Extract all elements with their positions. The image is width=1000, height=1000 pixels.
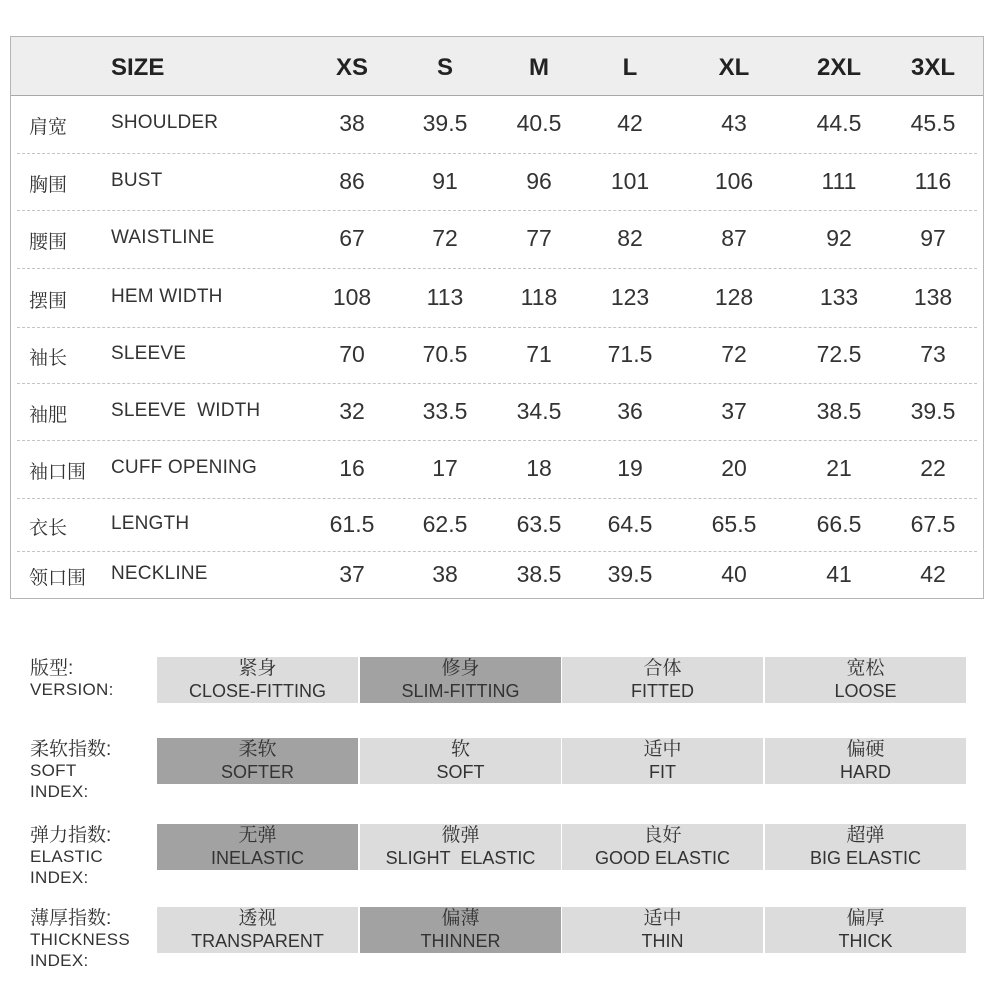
table-cell: 20 [721, 455, 747, 481]
index-label-en: THICKNESS [30, 930, 130, 949]
table-row [11, 328, 983, 384]
table-cell: 16 [339, 455, 365, 481]
table-cell: 70 [339, 341, 365, 367]
table-cell: 39.5 [910, 398, 956, 424]
index-option-transparent [157, 907, 358, 953]
index-option-slight-elastic [360, 824, 561, 870]
table-cell: 113 [426, 284, 464, 310]
row-label-cn: 袖口围 [29, 462, 87, 483]
table-cell: 37 [339, 561, 365, 587]
table-cell: 111 [821, 168, 857, 194]
table-cell: 40.5 [516, 110, 562, 136]
option-label-cn: 合体 [643, 658, 682, 679]
row-label-en: SLEEVE WIDTH [111, 400, 261, 421]
table-cell: 62.5 [422, 511, 468, 537]
size-header-label: SIZE [111, 54, 165, 81]
size-header-xs: XS [335, 54, 368, 81]
table-cell: 87 [721, 225, 747, 251]
option-label-en: LOOSE [834, 681, 897, 701]
table-cell: 44.5 [816, 110, 862, 136]
table-cell: 42 [617, 110, 643, 136]
option-label-cn: 良好 [643, 825, 682, 846]
row-label-cn: 衣长 [29, 518, 68, 539]
index-option-slim-fitting [360, 657, 561, 703]
index-option-thin [562, 907, 763, 953]
row-label-cn: 摆围 [29, 291, 68, 312]
table-cell: 108 [332, 284, 372, 310]
option-label-cn: 紧身 [238, 658, 277, 679]
table-cell: 39.5 [607, 561, 653, 587]
option-label-en: CLOSE-FITTING [188, 681, 326, 701]
option-label-en: THICK [838, 931, 893, 951]
table-row [11, 552, 983, 600]
row-label-en: BUST [111, 170, 163, 191]
row-label-en: NECKLINE [111, 563, 208, 584]
table-cell: 21 [826, 455, 852, 481]
table-cell: 71.5 [607, 341, 653, 367]
index-option-big-elastic [765, 824, 966, 870]
table-cell: 41 [826, 561, 852, 587]
option-label-cn: 软 [450, 739, 470, 760]
table-cell: 64.5 [607, 511, 653, 537]
row-label-en: HEM WIDTH [111, 286, 223, 307]
option-label-en: BIG ELASTIC [809, 848, 922, 868]
table-cell: 77 [526, 225, 552, 251]
option-label-cn: 宽松 [846, 658, 885, 679]
index-option-thick [765, 907, 966, 953]
table-row [11, 269, 983, 328]
option-label-cn: 超弹 [846, 825, 885, 846]
table-cell: 86 [339, 168, 365, 194]
table-cell: 116 [914, 168, 952, 194]
row-label-cn: 腰围 [29, 232, 68, 253]
table-cell: 34.5 [516, 398, 562, 424]
index-label [30, 908, 130, 971]
index-label-cn: 弹力指数: [30, 825, 112, 846]
option-label-cn: 偏硬 [846, 739, 885, 760]
option-label-en: SOFTER [220, 762, 294, 782]
index-option-hard [765, 738, 966, 784]
table-cell: 72 [721, 341, 747, 367]
row-label-cn: 袖肥 [29, 405, 68, 426]
index-label-en: INDEX: [30, 868, 89, 887]
size-header-l: L [622, 54, 638, 81]
index-label [30, 825, 111, 888]
table-cell: 71 [526, 341, 552, 367]
row-label-en: CUFF OPENING [111, 457, 257, 478]
index-label-en: ELASTIC [30, 847, 103, 866]
option-label-en: INELASTIC [210, 848, 305, 868]
size-chart-table [10, 36, 984, 599]
option-label-en: GOOD ELASTIC [594, 848, 731, 868]
size-header-s: S [436, 54, 453, 81]
table-cell: 32 [339, 398, 365, 424]
table-cell: 123 [610, 284, 650, 310]
table-cell: 38.5 [516, 561, 562, 587]
row-label-en: LENGTH [111, 513, 190, 534]
table-cell: 72 [432, 225, 458, 251]
table-cell: 22 [920, 455, 946, 481]
index-label [30, 658, 114, 700]
table-cell: 18 [526, 455, 552, 481]
index-label-en: VERSION: [30, 680, 114, 699]
row-label-en: SLEEVE [111, 343, 187, 364]
option-label-en: THIN [641, 931, 684, 951]
table-row [11, 154, 983, 211]
size-header-xl: XL [718, 54, 750, 81]
table-cell: 67 [339, 225, 365, 251]
index-label-en: SOFT [30, 761, 77, 780]
table-cell: 65.5 [711, 511, 757, 537]
index-option-inelastic [157, 824, 358, 870]
option-label-en: HARD [839, 762, 891, 782]
row-label-en: WAISTLINE [111, 227, 215, 248]
index-label-en: INDEX: [30, 782, 89, 801]
table-cell: 106 [714, 168, 754, 194]
row-label-cn: 胸围 [29, 175, 68, 196]
table-cell: 128 [714, 284, 754, 310]
table-row [11, 441, 983, 499]
option-label-cn: 偏厚 [846, 908, 885, 929]
table-cell: 63.5 [516, 511, 562, 537]
index-option-close-fitting [157, 657, 358, 703]
table-cell: 42 [920, 561, 946, 587]
option-label-en: SLIGHT ELASTIC [385, 848, 536, 868]
option-label-cn: 修身 [441, 658, 480, 679]
option-label-en: FIT [649, 762, 676, 782]
option-label-cn: 微弹 [441, 825, 480, 846]
row-label-cn: 领口围 [29, 568, 87, 589]
size-header-3xl: 3XL [910, 54, 955, 81]
option-label-cn: 偏薄 [441, 908, 480, 929]
table-row [11, 96, 983, 154]
table-cell: 33.5 [422, 398, 468, 424]
table-cell: 96 [526, 168, 552, 194]
index-option-fit [562, 738, 763, 784]
row-label-cn: 肩宽 [29, 117, 68, 138]
index-label-en: INDEX: [30, 951, 89, 970]
index-option-loose [765, 657, 966, 703]
table-cell: 37 [721, 398, 747, 424]
index-label-cn: 薄厚指数: [30, 908, 112, 929]
size-chart-header [11, 37, 983, 96]
index-option-thinner [360, 907, 561, 953]
size-header-m: M [529, 54, 549, 81]
table-cell: 45.5 [910, 110, 956, 136]
table-cell: 97 [920, 225, 946, 251]
table-cell: 40 [721, 561, 747, 587]
table-cell: 73 [920, 341, 946, 367]
table-cell: 36 [617, 398, 643, 424]
table-cell: 39.5 [422, 110, 468, 136]
table-cell: 91 [432, 168, 458, 194]
option-label-cn: 无弹 [238, 825, 277, 846]
table-row [11, 384, 983, 441]
table-cell: 138 [913, 284, 953, 310]
option-label-en: FITTED [631, 681, 694, 701]
option-label-en: SOFT [436, 762, 485, 782]
table-cell: 43 [721, 110, 747, 136]
table-row [11, 499, 983, 552]
index-option-good-elastic [562, 824, 763, 870]
table-cell: 72.5 [816, 341, 862, 367]
table-cell: 61.5 [329, 511, 375, 537]
option-label-en: TRANSPARENT [191, 931, 324, 951]
row-label-cn: 袖长 [29, 348, 68, 369]
table-cell: 92 [826, 225, 852, 251]
table-cell: 101 [610, 168, 650, 194]
option-label-cn: 适中 [643, 908, 682, 929]
row-label-en: SHOULDER [111, 112, 219, 133]
index-label-cn: 版型: [30, 658, 74, 679]
index-label [30, 739, 111, 802]
option-label-en: SLIM-FITTING [401, 681, 520, 701]
index-option-soft [360, 738, 561, 784]
table-cell: 133 [819, 284, 859, 310]
table-cell: 19 [617, 455, 643, 481]
table-cell: 38.5 [816, 398, 862, 424]
table-cell: 17 [432, 455, 458, 481]
table-cell: 67.5 [910, 511, 956, 537]
option-label-cn: 透视 [238, 908, 277, 929]
table-cell: 82 [617, 225, 643, 251]
option-label-en: THINNER [420, 931, 501, 951]
option-label-cn: 适中 [643, 739, 682, 760]
size-header-2xl: 2XL [816, 54, 861, 81]
table-cell: 38 [432, 561, 458, 587]
table-cell: 70.5 [422, 341, 468, 367]
table-cell: 118 [520, 284, 558, 310]
index-option-softer [157, 738, 358, 784]
index-label-cn: 柔软指数: [30, 739, 112, 760]
index-option-fitted [562, 657, 763, 703]
table-cell: 66.5 [816, 511, 862, 537]
option-label-cn: 柔软 [238, 739, 277, 760]
table-cell: 38 [339, 110, 365, 136]
table-row [11, 211, 983, 269]
